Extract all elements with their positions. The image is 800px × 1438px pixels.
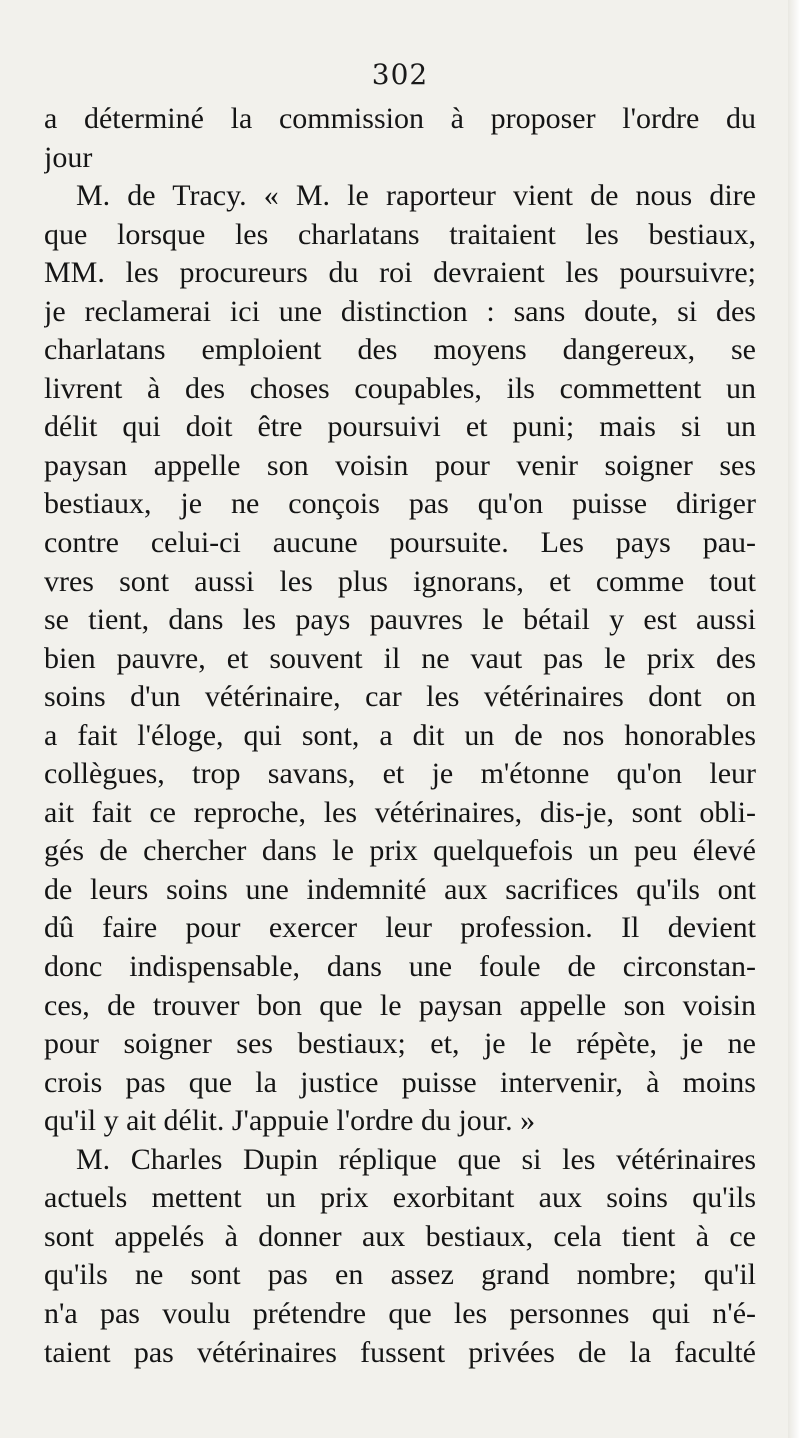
text-line: dû faire pour exercer leur profession. Il devient bbox=[44, 911, 756, 945]
body-text bbox=[44, 100, 756, 1372]
text-line: se tient, dans les pays pauvres le bétail y est aussi bbox=[44, 603, 756, 637]
text-line: bien pauvre, et souvent il ne vaut pas le prix des bbox=[44, 641, 756, 675]
text-line: ait fait ce reproche, les vétérinaires, dis-je, sont obli- bbox=[44, 795, 756, 829]
text-line: a déterminé la commission à proposer l'ordre du bbox=[44, 102, 756, 135]
text-line: ces, de trouver bon que le paysan appelle son voisin bbox=[44, 988, 756, 1022]
text-line: taient pas vétérinaires fussent privées de la faculté bbox=[44, 1335, 756, 1369]
text-line: bestiaux, je ne conçois pas qu'on puisse diriger bbox=[44, 487, 756, 521]
text-line: n'a pas voulu prétendre que les personnes qui n'é- bbox=[44, 1296, 756, 1330]
text-line: M. Charles Dupin réplique que si les vétérinaires bbox=[76, 1142, 756, 1176]
text-line: donc indispensable, dans une foule de circonstan- bbox=[44, 950, 756, 984]
text-line: actuels mettent un prix exorbitant aux soins qu'ils bbox=[44, 1181, 756, 1215]
text-line: qu'il y ait délit. J'appuie l'ordre du jour. » bbox=[44, 1104, 536, 1138]
text-line: sont appelés à donner aux bestiaux, cela tient à ce bbox=[44, 1219, 756, 1253]
text-line: qu'ils ne sont pas en assez grand nombre; qu'il bbox=[44, 1258, 756, 1292]
text-line: crois pas que la justice puisse intervenir, à moins bbox=[44, 1065, 756, 1099]
text-line: jour bbox=[44, 140, 93, 174]
text-line: pour soigner ses bestiaux; et, je le répète, je ne bbox=[44, 1027, 756, 1061]
text-line: je reclamerai ici une distinction : sans doute, si des bbox=[44, 294, 756, 328]
text-line: que lorsque les charlatans traitaient les bestiaux, bbox=[44, 217, 756, 251]
text-line: livrent à des choses coupables, ils commettent un bbox=[44, 371, 756, 405]
text-line: contre celui-ci aucune poursuite. Les pays pau- bbox=[44, 526, 756, 560]
text-line: MM. les procureurs du roi devraient les poursuivre; bbox=[44, 256, 756, 290]
text-line: vres sont aussi les plus ignorans, et comme tout bbox=[44, 564, 756, 598]
text-line: paysan appelle son voisin pour venir soigner ses bbox=[44, 448, 756, 482]
text-line: délit qui doit être poursuivi et puni; mais si un bbox=[44, 410, 756, 444]
text-line: collègues, trop savans, et je m'étonne qu'on leur bbox=[44, 757, 756, 791]
text-line: soins d'un vétérinaire, car les vétérinaires dont on bbox=[44, 680, 756, 714]
text-line: de leurs soins une indemnité aux sacrifices qu'ils ont bbox=[44, 872, 756, 906]
text-line: a fait l'éloge, qui sont, a dit un de nos honorables bbox=[44, 718, 756, 752]
text-line: M. de Tracy. « M. le raporteur vient de nous dire bbox=[76, 179, 756, 213]
page-edge bbox=[788, 0, 800, 1438]
text-line: gés de chercher dans le prix quelquefois un peu élevé bbox=[44, 834, 756, 868]
text-line: charlatans emploient des moyens dangereux, se bbox=[44, 333, 756, 367]
page-number: 302 bbox=[371, 58, 429, 91]
